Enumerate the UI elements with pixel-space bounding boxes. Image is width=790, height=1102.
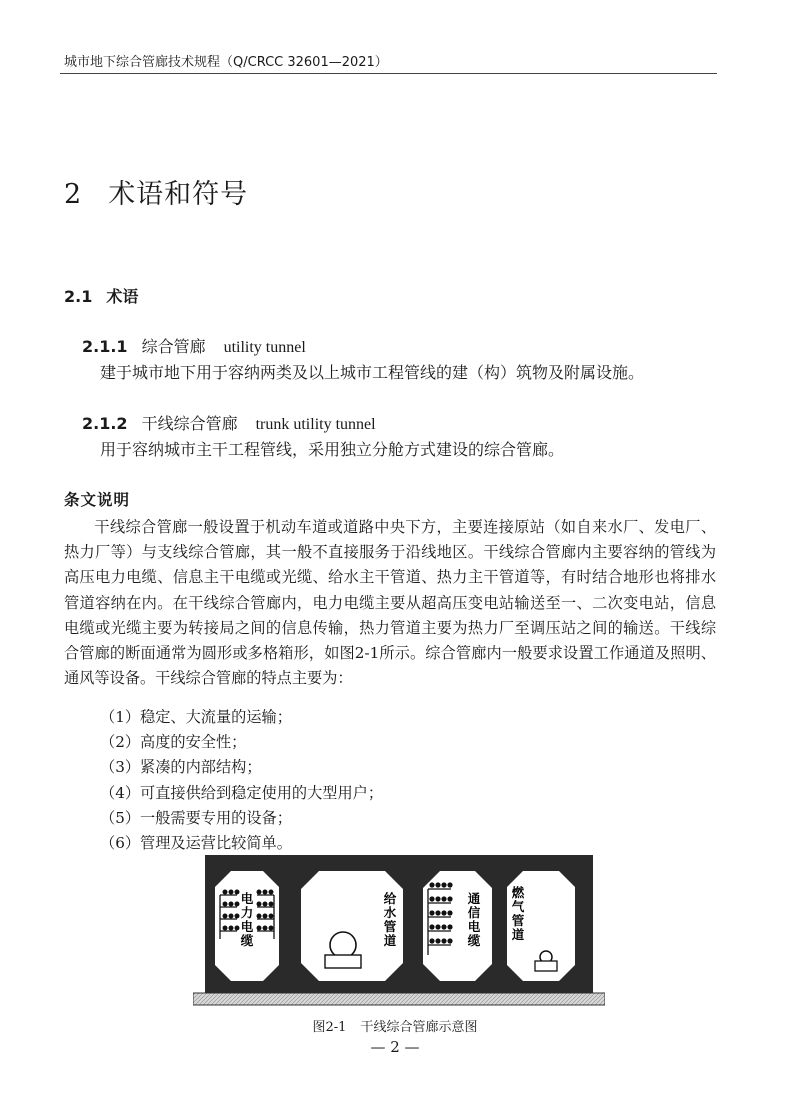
chapter-title — [64, 172, 248, 211]
term-heading — [82, 411, 376, 434]
list-item: （6）管理及运营比较简单。 — [100, 833, 292, 852]
pipe-support — [535, 961, 557, 971]
term-en: trunk utility tunnel — [255, 416, 376, 433]
page-number: — 2 — — [370, 1038, 420, 1056]
section-title — [64, 284, 138, 307]
running-header: 城市地下综合管廊技术规程（Q/CRCC 32601—2021） — [64, 55, 388, 70]
chapter-number: 2 — [64, 179, 83, 210]
term-number: 2.1.2 — [82, 414, 128, 433]
list-item: （1）稳定、大流量的运输； — [100, 708, 292, 726]
label-telecom-cable: 通信电缆 — [467, 891, 481, 948]
chapter-name: 术语和符号 — [108, 179, 249, 210]
figure-number: 图2-1 — [312, 1020, 347, 1035]
term-en: utility tunnel — [223, 339, 306, 356]
figure-title: 干线综合管廊示意图 — [360, 1020, 478, 1035]
term-zh: 综合管廊 — [141, 337, 206, 356]
label-power-cable: 电力电缆 — [240, 891, 254, 948]
feature-list — [100, 705, 383, 856]
list-item: （5）一般需要专用的设备； — [100, 808, 292, 827]
list-item: （4）可直接供给到稳定使用的大型用户； — [100, 783, 384, 802]
explanation-paragraph: 干线综合管廊一般设置于机动车道或道路中央下方，主要连接原站（如自来水厂、发电厂、热力厂等）与支线综合管廊，其一般不直接服务于沿线地区。干线综合管廊内主要容纳的管线为高压电力电缆、信息主干电缆或光缆、给水主干管道、热力主干管道等，有时结合地形也将排水管道容纳在内。在干线综合管廊内，电力电缆主要从超高压变电站输送至一、二次变电站，信息电缆或光缆主要为转接局之间的信息传输，热力管道主要为热力厂至调压站之间的输送。干线综合管廊的断面通常为圆形或多格箱形，如图2-1所示。综合管廊内一般要求设置工作通道及照明、通风等设备。干线综合管廊的特点主要为： — [64, 518, 716, 688]
list-item: （3）紧凑的内部结构； — [100, 758, 262, 777]
explanation-title: 条文说明 — [64, 490, 131, 509]
term-number: 2.1.1 — [82, 337, 128, 356]
header-rule — [60, 73, 717, 74]
list-item: （2）高度的安全性； — [100, 733, 247, 752]
term-heading — [82, 334, 306, 357]
pipe-support — [325, 955, 361, 968]
figure-caption — [0, 1016, 790, 1035]
label-water-pipe: 给水管道 — [383, 891, 397, 948]
ground-base — [193, 993, 605, 1005]
term-zh: 干线综合管廊 — [141, 414, 238, 433]
section-number: 2.1 — [64, 287, 93, 306]
term-definition: 用于容纳城市主干工程管线，采用独立分舱方式建设的综合管廊。 — [100, 440, 565, 459]
tunnel-cross-section-figure — [193, 855, 605, 1007]
water-pipe — [330, 932, 356, 958]
section-name: 术语 — [106, 287, 139, 306]
label-gas-pipe: 燃气管道 — [511, 885, 525, 942]
term-definition: 建于城市地下用于容纳两类及以上城市工程管线的建（构）筑物及附属设施。 — [100, 363, 645, 382]
